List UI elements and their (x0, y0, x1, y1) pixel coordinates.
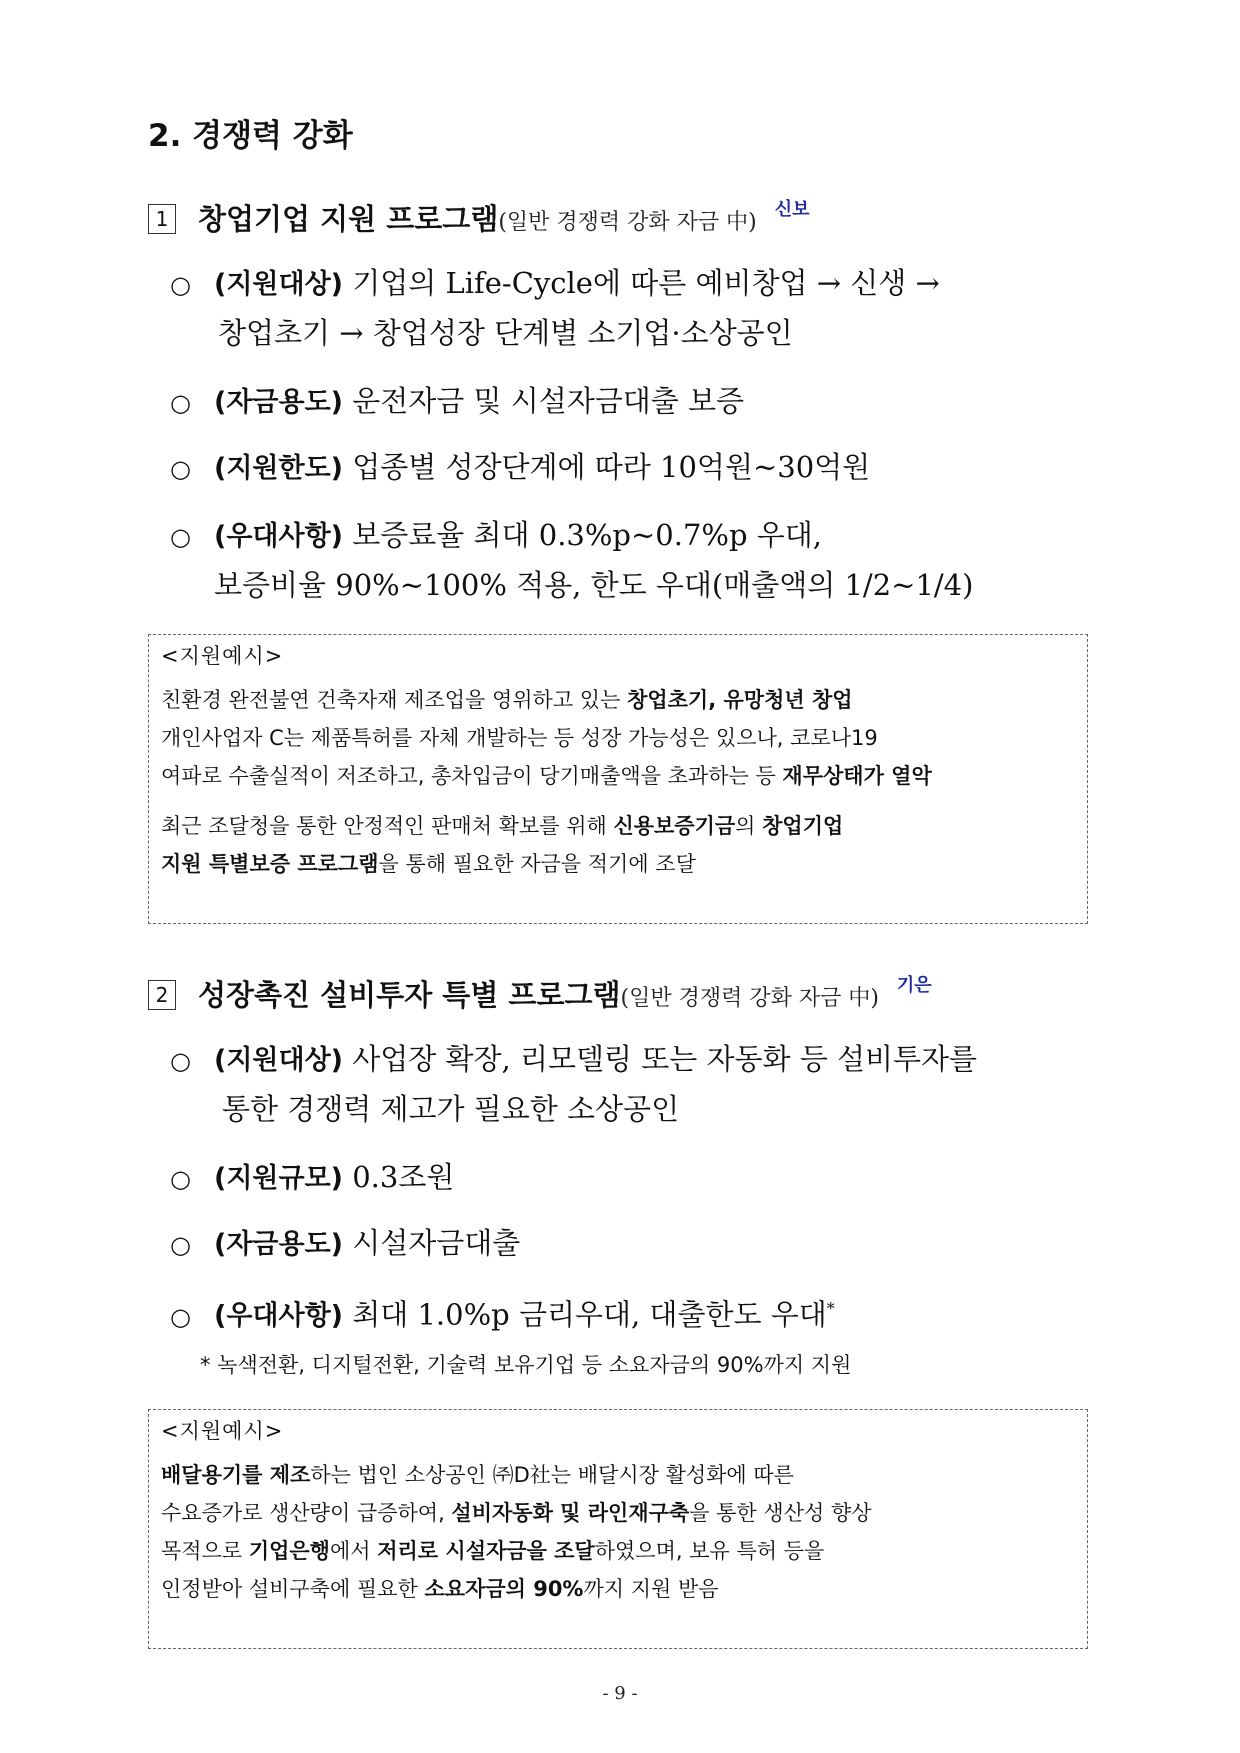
footnote: * 녹색전환, 디지털전환, 기술력 보유기업 등 소요자금의 90%까지 지원 (200, 1353, 852, 1377)
bullet-label: (자금용도) (214, 1229, 344, 1260)
example-1-paragraph-1: 친환경 완전불연 건축자재 제조업을 영위하고 있는 창업초기, 유망청년 창업 개인사업자 C는 제품특허를 자체 개발하는 등 성장 가능성은 있으나, 코로나19 여파로 수출실적이 저조하고, 총차입금이 당기매출액을 초과하는 등 재무상태가 열악 (161, 688, 932, 788)
sub1-bullet-benefit (170, 510, 822, 562)
bullet-text: 운전자금 및 시설자금대출 보증 (352, 384, 745, 418)
bullet-label: (자금용도) (214, 387, 344, 418)
bullet-circle-icon: ○ (170, 1047, 191, 1075)
sub2-bullet-scale (170, 1152, 454, 1204)
bullet-label: (지원한도) (214, 453, 344, 484)
subsection-1-title: 창업기업 지원 프로그램 (198, 202, 499, 236)
example-box-1 (148, 634, 1088, 924)
bullet-circle-icon: ○ (170, 1231, 191, 1259)
sub1-bullet-limit (170, 442, 870, 494)
bullet-circle-icon: ○ (170, 1302, 191, 1331)
bullet-circle-icon: ○ (170, 1165, 191, 1193)
example-label: <지원예시> (161, 644, 284, 668)
bullet-circle-icon: ○ (170, 271, 191, 299)
subsection-1-heading (148, 192, 810, 241)
bullet-circle-icon: ○ (170, 389, 191, 417)
sub2-bullet-use (170, 1218, 520, 1270)
bullet-text: 0.3조원 (352, 1160, 455, 1194)
sub2-bullet-target (170, 1034, 977, 1086)
subsection-2-title: 성장촉진 설비투자 특별 프로그램 (198, 978, 621, 1012)
subsection-1-tag: 신보 (774, 199, 810, 220)
bullet-circle-icon: ○ (170, 455, 191, 483)
sub2-bullet-benefit (170, 1284, 835, 1342)
bullet-text: 최대 1.0%p 금리우대, 대출한도 우대 (352, 1297, 827, 1332)
subsection-2-heading (148, 968, 932, 1017)
bullet-label: (지원규모) (214, 1163, 344, 1194)
sub1-bullet-target (170, 258, 940, 310)
page-number: - 9 - (602, 1683, 638, 1704)
bullet-label: (우대사항) (214, 521, 344, 552)
bullet-circle-icon: ○ (170, 523, 191, 551)
bullet-label: (지원대상) (214, 1045, 344, 1076)
bullet-text: 기업의 Life-Cycle에 따른 예비창업 → 신생 → (352, 266, 940, 300)
sub1-bullet-benefit-cont: 보증비율 90%~100% 적용, 한도 우대(매출액의 1/2~1/4) (214, 568, 974, 602)
subsection-1-number: 1 (148, 204, 176, 234)
sub2-bullet-target-cont: 통한 경쟁력 제고가 필요한 소상공인 (222, 1092, 680, 1126)
example-label: <지원예시> (161, 1419, 284, 1443)
subsection-2-number: 2 (148, 980, 176, 1010)
subsection-2-note: (일반 경쟁력 강화 자금 中) (620, 986, 879, 1011)
sub1-bullet-target-cont: 창업초기 → 창업성장 단계별 소기업·소상공인 (218, 316, 793, 350)
bullet-label: (우대사항) (214, 1300, 344, 1332)
example-1-paragraph-2: 최근 조달청을 통한 안정적인 판매처 확보를 위해 신용보증기금의 창업기업 지원 특별보증 프로그램을 통해 필요한 자금을 적기에 조달 (161, 814, 844, 876)
subsection-2-tag: 기은 (896, 975, 932, 996)
bullet-text: 보증료율 최대 0.3%p~0.7%p 우대, (352, 518, 822, 552)
example-2-paragraph: 배달용기를 제조하는 법인 소상공인 ㈜D社는 배달시장 활성화에 따른 수요증가로 생산량이 급증하여, 설비자동화 및 라인재구축을 통한 생산성 향상 목적으로 기업은행에서 저리로 시설자금을 조달하였으며, 보유 특허 등을 인정받아 설비구축에 필요한 소요자금의 90%까지 지원 받음 (161, 1463, 872, 1601)
bullet-text: 사업장 확장, 리모델링 또는 자동화 등 설비투자를 (352, 1042, 978, 1076)
sub1-bullet-use (170, 376, 744, 428)
example-box-2 (148, 1409, 1088, 1649)
bullet-text: 업종별 성장단계에 따라 10억원~30억원 (352, 450, 871, 484)
section-title: 2. 경쟁력 강화 (148, 118, 353, 154)
bullet-label: (지원대상) (214, 269, 344, 300)
footnote-marker: * (826, 1299, 835, 1318)
subsection-1-note: (일반 경쟁력 강화 자금 中) (498, 210, 757, 235)
bullet-text: 시설자금대출 (352, 1226, 521, 1260)
